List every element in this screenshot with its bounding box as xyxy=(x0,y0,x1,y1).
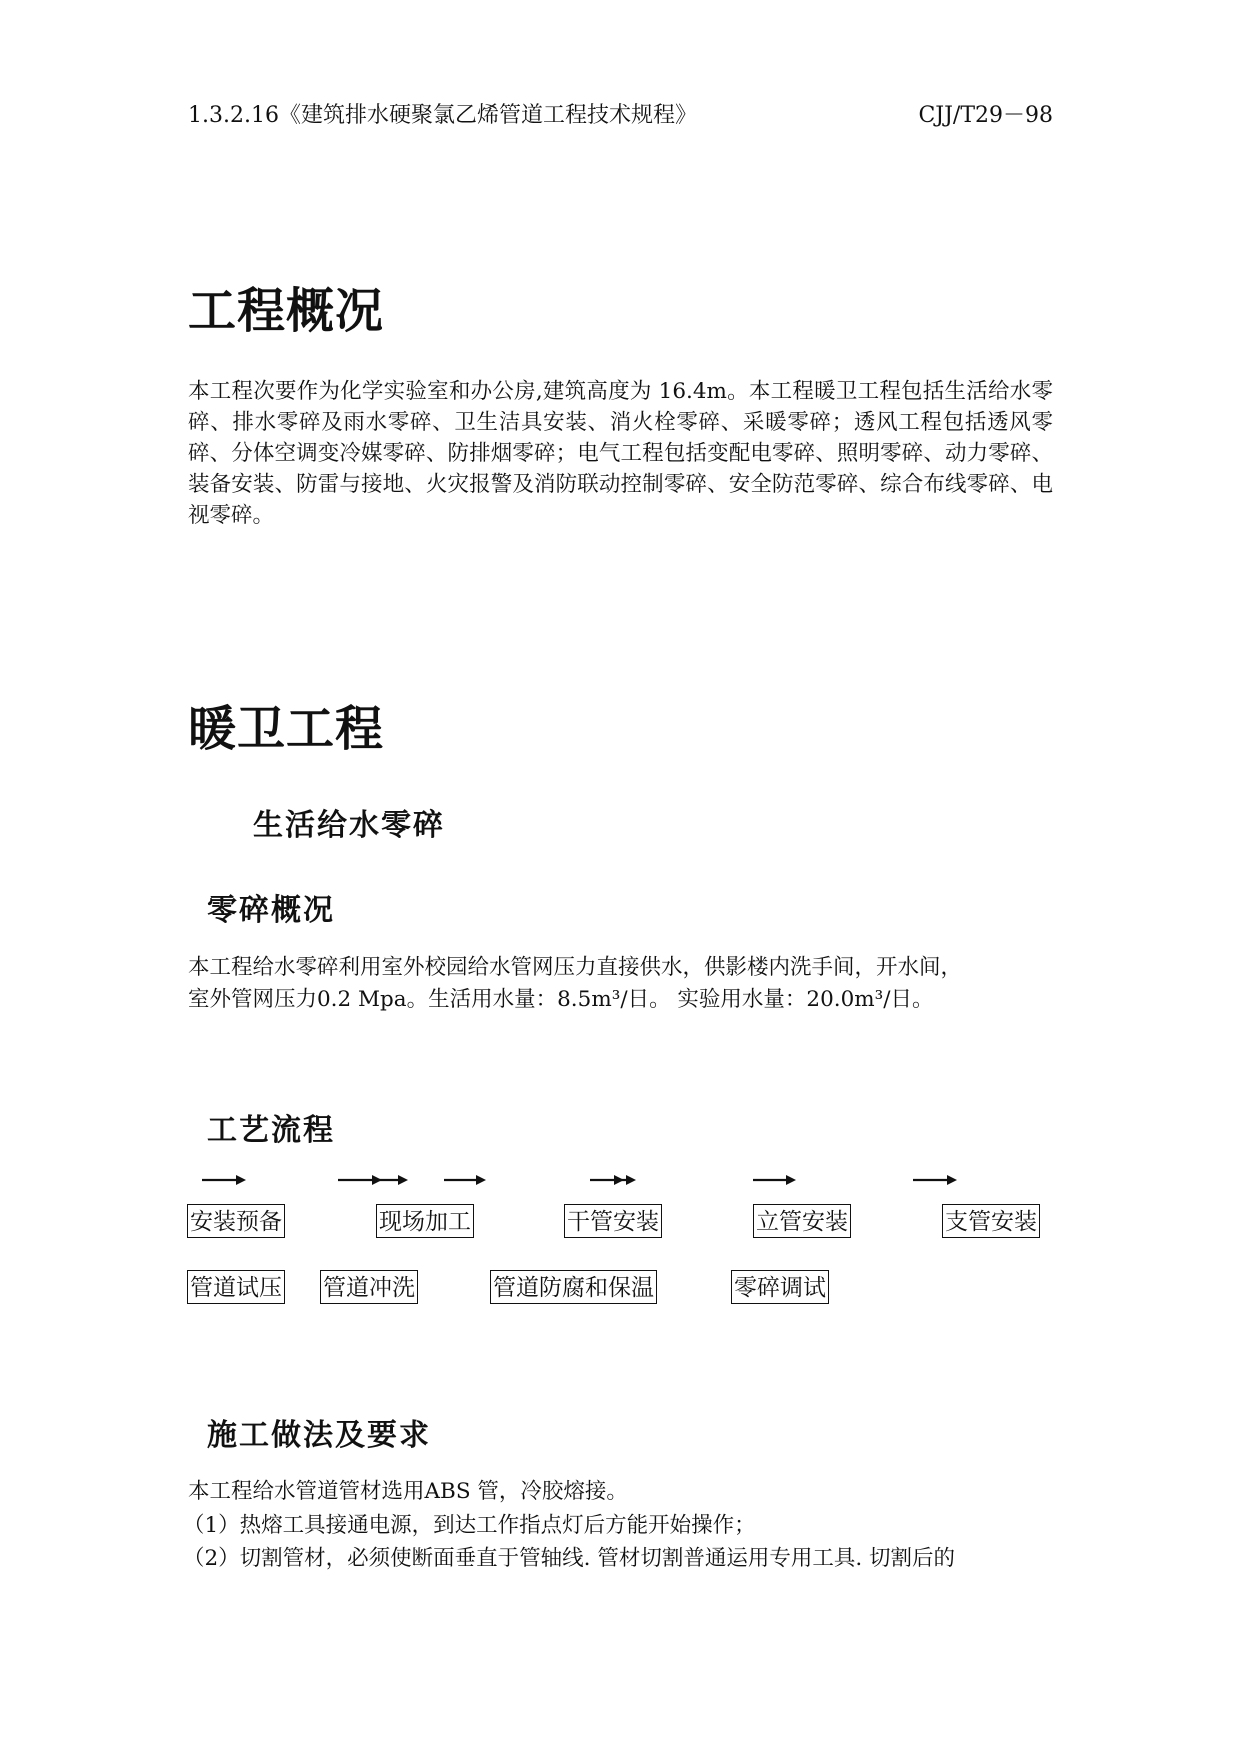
process-step-anticorrosion-insulation: 管道防腐和保温 xyxy=(490,1270,657,1304)
process-arrows xyxy=(0,1170,1241,1190)
overview-line-1: 本工程给水零碎利用室外校园给水管网压力直接供水，供影楼内洗手间，开水间， xyxy=(188,955,963,980)
section-title-hvac-plumbing: 暖卫工程 xyxy=(188,701,385,757)
header-document-reference: 1.3.2.16《建筑排水硬聚氯乙烯管道工程技术规程》 xyxy=(188,103,697,128)
overview-line-2: 室外管网压力0.2 Mpa。生活用水量：8.5m³/日。 实验用水量：20.0m³/日。 xyxy=(188,987,934,1012)
process-step-pipe-flushing: 管道冲洗 xyxy=(320,1270,418,1304)
section-title-project-overview: 工程概况 xyxy=(188,283,385,339)
heading-process-flow: 工艺流程 xyxy=(207,1113,335,1148)
process-step-preparation: 安装预备 xyxy=(187,1204,285,1238)
heading-construction-method: 施工做法及要求 xyxy=(207,1418,431,1453)
process-step-branch-install: 支管安装 xyxy=(942,1204,1040,1238)
subsection-title-water-supply: 生活给水零碎 xyxy=(253,808,445,843)
process-step-onsite-processing: 现场加工 xyxy=(376,1204,474,1238)
method-line-2: （1）热熔工具接通电源，到达工作指点灯后方能开始操作； xyxy=(183,1513,756,1538)
process-step-system-commissioning: 零碎调试 xyxy=(731,1270,829,1304)
method-line-3: （2）切割管材，必须使断面垂直于管轴线. 管材切割普通运用专用工具. 切割后的 xyxy=(183,1546,956,1571)
header-standard-code: CJJ/T29－98 xyxy=(918,103,1053,128)
process-step-riser-install: 立管安装 xyxy=(753,1204,851,1238)
heading-system-overview: 零碎概况 xyxy=(207,893,335,928)
process-step-main-pipe-install: 干管安装 xyxy=(564,1204,662,1238)
method-line-1: 本工程给水管道管材选用ABS 管，冷胶熔接。 xyxy=(188,1479,628,1504)
project-overview-paragraph: 本工程次要作为化学实验室和办公房,建筑高度为 16.4m。本工程暖卫工程包括生活给水零碎、排水零碎及雨水零碎、卫生洁具安装、消火栓零碎、采暖零碎；透风工程包括透风零碎、分体空调变冷媒零碎、防排烟零碎；电气工程包括变配电零碎、照明零碎、动力零碎、装备安装、防雷与接地、火灾报警及消防联动控制零碎、安全防范零碎、综合布线零碎、电视零碎。 xyxy=(188,379,1053,528)
process-step-pressure-test: 管道试压 xyxy=(187,1270,285,1304)
